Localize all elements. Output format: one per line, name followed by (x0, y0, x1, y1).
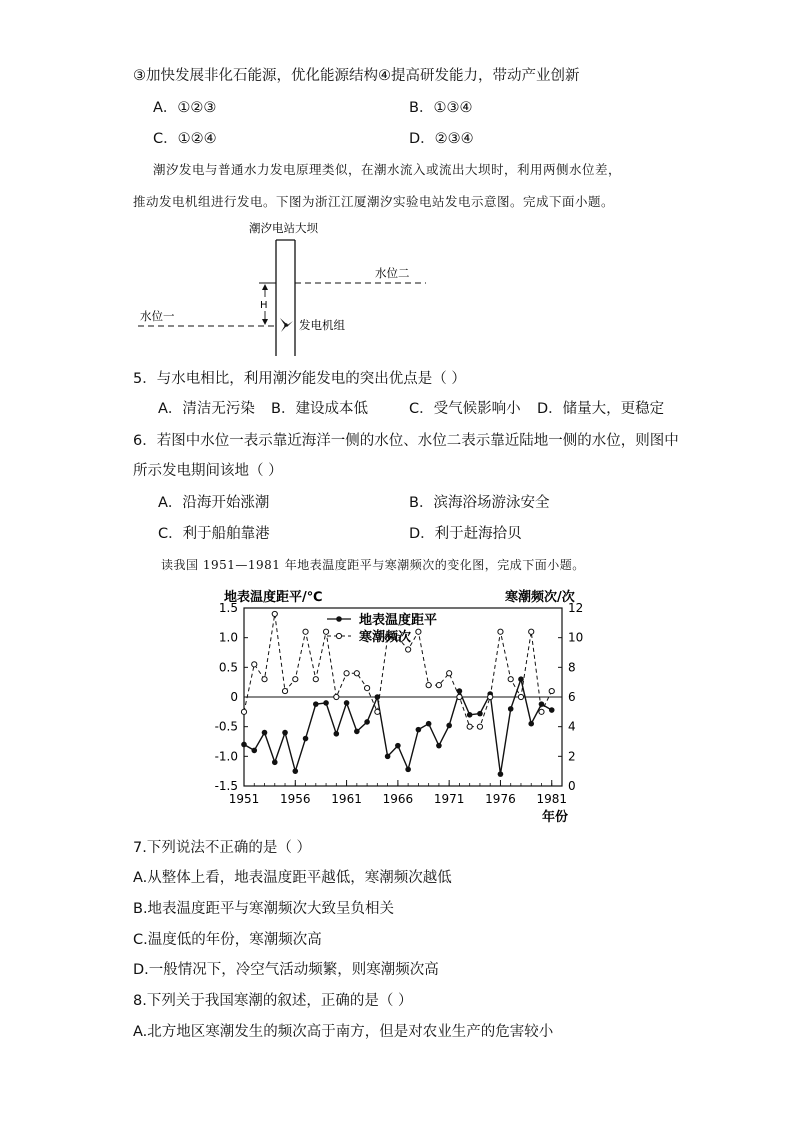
q7-stem: 7.下列说法不正确的是（ ） (133, 840, 311, 856)
coldwave-point (272, 611, 277, 616)
intro2: 读我国 1951—1981 年地表温度距平与寒潮频次的变化图，完成下面小题。 (161, 558, 585, 572)
y-right-label: 寒潮频次/次 (505, 590, 575, 605)
coldwave-point (549, 688, 554, 693)
coldwave-point (344, 671, 349, 676)
y-right-tick-label: 12 (568, 601, 584, 615)
temp-anomaly-point (241, 742, 247, 748)
temp-anomaly-point (508, 706, 514, 712)
q7-option-b[interactable]: B.地表温度距平与寒潮频次大致呈负相关 (133, 901, 395, 917)
coldwave-point (323, 629, 328, 634)
temp-anomaly-point (272, 759, 278, 765)
coldwave-point (354, 671, 359, 676)
x-tick-label: 1961 (331, 792, 362, 806)
temp-anomaly-point (457, 688, 463, 694)
temp-anomaly-point (334, 731, 340, 737)
coldwave-point (406, 647, 411, 652)
coldwave-point (252, 662, 257, 667)
temp-anomaly-line (244, 679, 552, 774)
legend-marker-temp (336, 616, 342, 622)
y-left-tick-label: -1.5 (214, 779, 238, 793)
coldwave-point (477, 724, 482, 729)
q7-option-c[interactable]: C.温度低的年份，寒潮频次高 (133, 932, 322, 948)
coldwave-point (529, 629, 534, 634)
temp-anomaly-point (282, 730, 288, 736)
q8-stem: 8.下列关于我国寒潮的叙述，正确的是（ ） (133, 993, 413, 1009)
temp-anomaly-point (477, 711, 483, 717)
intro-line-1: 潮汐发电与普通水力发电原理类似，在潮水流入或流出大坝时，利用两侧水位差， (153, 162, 622, 177)
x-tick-label: 1971 (433, 792, 465, 806)
temp-anomaly-point (385, 754, 391, 760)
legend-label-coldwave: 寒潮频次 (359, 630, 412, 645)
y-left-tick-label: -1.0 (214, 749, 238, 764)
y-right-tick-label: 6 (568, 690, 576, 704)
coldwave-point (508, 677, 513, 682)
coldwave-point (447, 671, 452, 676)
generator-label: 发电机组 (299, 318, 345, 332)
temp-anomaly-point (549, 707, 555, 713)
y-left-label: 地表温度距平/℃ (224, 590, 323, 605)
coldwave-point (426, 683, 431, 688)
temp-anomaly-point (395, 743, 401, 749)
level1-label: 水位一 (140, 309, 175, 323)
intro-line-2: 推动发电机组进行发电。下图为浙江江厦潮汐实验电站发电示意图。完成下面小题。 (133, 194, 615, 209)
temp-anomaly-point (323, 700, 329, 706)
temp-anomaly-point (313, 701, 319, 707)
option-d[interactable]: D．②③④ (409, 131, 474, 147)
q8-option-a[interactable]: A.北方地区寒潮发生的频次高于南方，但是对农业生产的危害较小 (133, 1024, 554, 1040)
temp-anomaly-point (262, 730, 268, 736)
q5-stem: 5．与水电相比，利用潮汐能发电的突出优点是（ ） (133, 371, 466, 387)
coldwave-point (303, 629, 308, 634)
q7-option-d[interactable]: D.一般情况下，冷空气活动频繁，则寒潮频次高 (133, 962, 439, 978)
x-tick-label: 1981 (536, 792, 568, 806)
temp-anomaly-point (446, 723, 452, 729)
temp-anomaly-point (426, 721, 432, 727)
y-left-tick-label: 1.5 (218, 601, 238, 615)
temp-anomaly-point (292, 768, 298, 774)
coldwave-point (262, 677, 267, 682)
coldwave-point (467, 724, 472, 729)
temp-anomaly-point (498, 771, 504, 777)
coldwave-point (539, 709, 544, 714)
y-right-tick-label: 8 (568, 660, 576, 675)
coldwave-point (293, 677, 298, 682)
coldwave-point (375, 709, 380, 714)
y-left-tick-label: 1.0 (218, 630, 238, 645)
q6-option-c[interactable]: C．利于船舶靠港 (158, 526, 270, 542)
coldwave-point (313, 677, 318, 682)
temp-anomaly-point (518, 676, 524, 682)
x-tick-label: 1951 (228, 792, 260, 806)
coldwave-point (488, 694, 493, 699)
coldwave-point (498, 629, 503, 634)
x-tick-label: 1966 (382, 792, 414, 806)
temp-anomaly-point (303, 736, 309, 742)
y-left-tick-label: 0.5 (218, 660, 238, 675)
x-tick-label: 1976 (485, 792, 516, 806)
coldwave-point (364, 686, 369, 691)
temp-anomaly-point (528, 721, 534, 727)
y-right-tick-label: 10 (568, 630, 584, 645)
dam-label: 潮汐电站大坝 (249, 221, 318, 235)
legend-marker-coldwave (336, 633, 341, 638)
temp-anomaly-point (364, 719, 370, 725)
y-left-tick-label: -0.5 (214, 719, 238, 734)
temp-anomaly-point (354, 729, 360, 735)
q5-option-b[interactable]: B．建设成本低 (271, 401, 368, 417)
q6-option-a[interactable]: A．沿海开始涨潮 (158, 495, 270, 511)
y-left-tick-label: 0 (230, 690, 238, 704)
temp-anomaly-point (405, 767, 411, 773)
x-tick-label: 1956 (280, 792, 311, 806)
option-c[interactable]: C．①②④ (153, 131, 217, 147)
h-label: H (260, 300, 268, 311)
legend-label-temp: 地表温度距平 (359, 613, 438, 628)
coldwave-point (334, 694, 339, 699)
temp-anomaly-point (251, 748, 257, 754)
coldwave-point (518, 694, 523, 699)
q6-stem-line-2: 所示发电期间该地（ ） (133, 463, 283, 479)
coldwave-point (282, 688, 287, 693)
level2-label: 水位二 (375, 266, 410, 280)
option-b[interactable]: B．①③④ (409, 100, 473, 116)
q5-option-d[interactable]: D．储量大，更稳定 (537, 401, 665, 417)
temp-anomaly-point (436, 743, 442, 749)
q6-option-d[interactable]: D．利于赶海拾贝 (409, 526, 522, 542)
q6-stem-line-1: 6．若图中水位一表示靠近海洋一侧的水位、水位二表示靠近陆地一侧的水位，则图中 (133, 433, 679, 449)
y-right-tick-label: 4 (568, 719, 576, 734)
temp-anomaly-point (344, 700, 350, 706)
coldwave-point (416, 629, 421, 634)
q6-option-b[interactable]: B．滨海浴场游泳安全 (409, 495, 550, 511)
temp-anomaly-point (539, 701, 545, 707)
temp-anomaly-point (416, 727, 422, 733)
coldwave-point (436, 683, 441, 688)
y-right-tick-label: 0 (568, 779, 576, 793)
coldwave-point (457, 694, 462, 699)
option-a[interactable]: A．①②③ (153, 100, 217, 116)
question-stem-tail: ③加快发展非化石能源，优化能源结构④提高研发能力，带动产业创新 (133, 68, 580, 84)
x-axis-label: 年份 (542, 810, 569, 825)
y-right-tick-label: 2 (568, 749, 576, 764)
q5-option-c[interactable]: C．受气候影响小 (409, 401, 521, 417)
q5-option-a[interactable]: A．清洁无污染 (158, 401, 255, 417)
temp-anomaly-point (467, 712, 473, 718)
q7-option-a[interactable]: A.从整体上看，地表温度距平越低，寒潮频次越低 (133, 870, 452, 886)
coldwave-point (241, 709, 246, 714)
